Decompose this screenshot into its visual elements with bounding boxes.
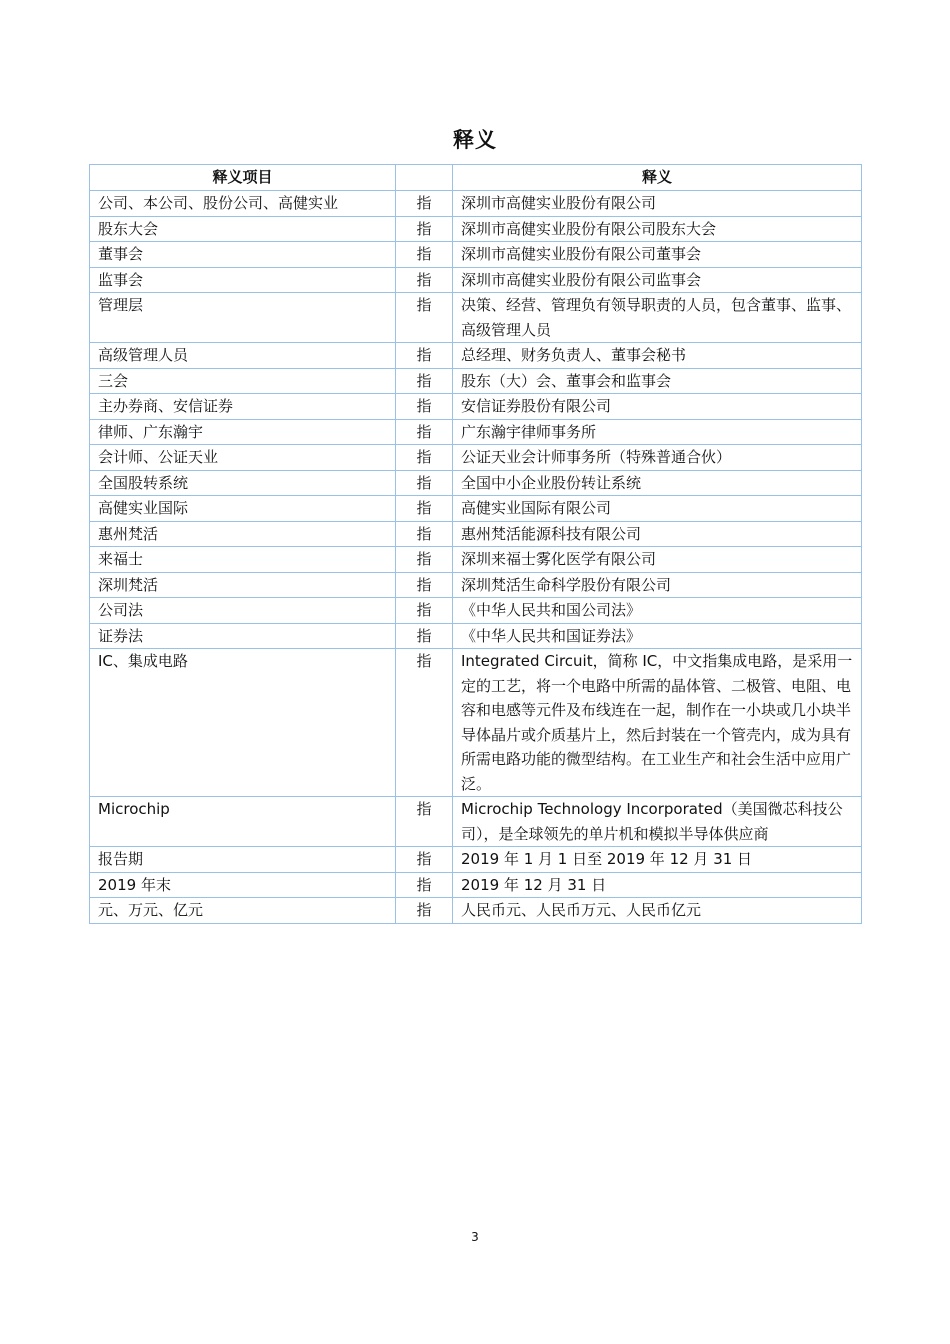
definition-cell: 深圳市高健实业股份有限公司董事会: [453, 242, 862, 268]
term-cell: 高健实业国际: [90, 496, 396, 522]
term-cell: 管理层: [90, 293, 396, 343]
zhi-cell: 指: [396, 872, 453, 898]
table-row: [90, 797, 862, 847]
term-cell: 公司法: [90, 598, 396, 624]
term-cell: 股东大会: [90, 216, 396, 242]
zhi-cell: 指: [396, 394, 453, 420]
zhi-cell: 指: [396, 293, 453, 343]
table-row: [90, 343, 862, 369]
definition-cell: 总经理、财务负责人、董事会秘书: [453, 343, 862, 369]
table-row: [90, 368, 862, 394]
definition-cell: 深圳市高健实业股份有限公司: [453, 191, 862, 217]
table-row: [90, 191, 862, 217]
zhi-cell: 指: [396, 419, 453, 445]
zhi-cell: 指: [396, 496, 453, 522]
term-cell: 主办券商、安信证券: [90, 394, 396, 420]
zhi-cell: 指: [396, 598, 453, 624]
table-row: [90, 470, 862, 496]
definition-cell: 《中华人民共和国公司法》: [453, 598, 862, 624]
table-row: [90, 649, 862, 797]
term-cell: 高级管理人员: [90, 343, 396, 369]
zhi-cell: 指: [396, 847, 453, 873]
zhi-cell: 指: [396, 572, 453, 598]
zhi-cell: 指: [396, 242, 453, 268]
definition-cell: 惠州梵活能源科技有限公司: [453, 521, 862, 547]
term-cell: 来福士: [90, 547, 396, 573]
definition-cell: 广东瀚宇律师事务所: [453, 419, 862, 445]
table-row: [90, 547, 862, 573]
term-cell: IC、集成电路: [90, 649, 396, 797]
header-definition: 释义: [453, 165, 862, 191]
term-cell: 董事会: [90, 242, 396, 268]
definition-cell: 深圳市高健实业股份有限公司股东大会: [453, 216, 862, 242]
table-row: [90, 623, 862, 649]
definition-cell: Integrated Circuit，简称 IC，中文指集成电路，是采用一定的工艺，将一个电路中所需的晶体管、二极管、电阻、电容和电感等元件及布线连在一起，制作在一小块或几小块半导体晶片或介质基片上，然后封装在一个管壳内，成为具有所需电路功能的微型结构。在工业生产和社会生活中应用广泛。: [453, 649, 862, 797]
definition-cell: 高健实业国际有限公司: [453, 496, 862, 522]
table-row: [90, 216, 862, 242]
term-cell: 监事会: [90, 267, 396, 293]
table-row: [90, 293, 862, 343]
term-cell: 公司、本公司、股份公司、高健实业: [90, 191, 396, 217]
zhi-cell: 指: [396, 216, 453, 242]
table-row: [90, 242, 862, 268]
table-row: [90, 521, 862, 547]
definition-cell: 股东（大）会、董事会和监事会: [453, 368, 862, 394]
term-cell: 2019 年末: [90, 872, 396, 898]
zhi-cell: 指: [396, 521, 453, 547]
definition-cell: 深圳梵活生命科学股份有限公司: [453, 572, 862, 598]
term-cell: Microchip: [90, 797, 396, 847]
term-cell: 三会: [90, 368, 396, 394]
term-cell: 惠州梵活: [90, 521, 396, 547]
zhi-cell: 指: [396, 547, 453, 573]
definition-cell: 深圳来福士雾化医学有限公司: [453, 547, 862, 573]
definition-cell: 《中华人民共和国证券法》: [453, 623, 862, 649]
definition-cell: 深圳市高健实业股份有限公司监事会: [453, 267, 862, 293]
definition-cell: 全国中小企业股份转让系统: [453, 470, 862, 496]
header-term: 释义项目: [90, 165, 396, 191]
zhi-cell: 指: [396, 623, 453, 649]
definition-cell: 决策、经营、管理负有领导职责的人员，包含董事、监事、高级管理人员: [453, 293, 862, 343]
zhi-cell: 指: [396, 267, 453, 293]
header-zhi: [396, 165, 453, 191]
zhi-cell: 指: [396, 797, 453, 847]
table-row: [90, 394, 862, 420]
table-row: [90, 898, 862, 924]
zhi-cell: 指: [396, 445, 453, 471]
term-cell: 全国股转系统: [90, 470, 396, 496]
term-cell: 元、万元、亿元: [90, 898, 396, 924]
zhi-cell: 指: [396, 470, 453, 496]
table-row: [90, 847, 862, 873]
definitions-table: [89, 164, 862, 924]
table-row: [90, 598, 862, 624]
term-cell: 会计师、公证天业: [90, 445, 396, 471]
definition-cell: 2019 年 1 月 1 日至 2019 年 12 月 31 日: [453, 847, 862, 873]
table-row: [90, 445, 862, 471]
definition-cell: 安信证券股份有限公司: [453, 394, 862, 420]
definition-cell: 2019 年 12 月 31 日: [453, 872, 862, 898]
term-cell: 律师、广东瀚宇: [90, 419, 396, 445]
definition-cell: 公证天业会计师事务所（特殊普通合伙）: [453, 445, 862, 471]
table-row: [90, 572, 862, 598]
term-cell: 报告期: [90, 847, 396, 873]
zhi-cell: 指: [396, 368, 453, 394]
zhi-cell: 指: [396, 191, 453, 217]
page-title: 释义: [453, 128, 497, 152]
zhi-cell: 指: [396, 343, 453, 369]
table-row: [90, 872, 862, 898]
definition-cell: Microchip Technology Incorporated（美国微芯科技公司），是全球领先的单片机和模拟半导体供应商: [453, 797, 862, 847]
zhi-cell: 指: [396, 898, 453, 924]
definition-cell: 人民币元、人民币万元、人民币亿元: [453, 898, 862, 924]
definitions-body: [90, 191, 862, 924]
zhi-cell: 指: [396, 649, 453, 797]
table-row: [90, 267, 862, 293]
term-cell: 深圳梵活: [90, 572, 396, 598]
table-row: [90, 496, 862, 522]
table-header-row: [90, 165, 862, 191]
term-cell: 证券法: [90, 623, 396, 649]
page-number: 3: [471, 1230, 479, 1244]
table-row: [90, 419, 862, 445]
